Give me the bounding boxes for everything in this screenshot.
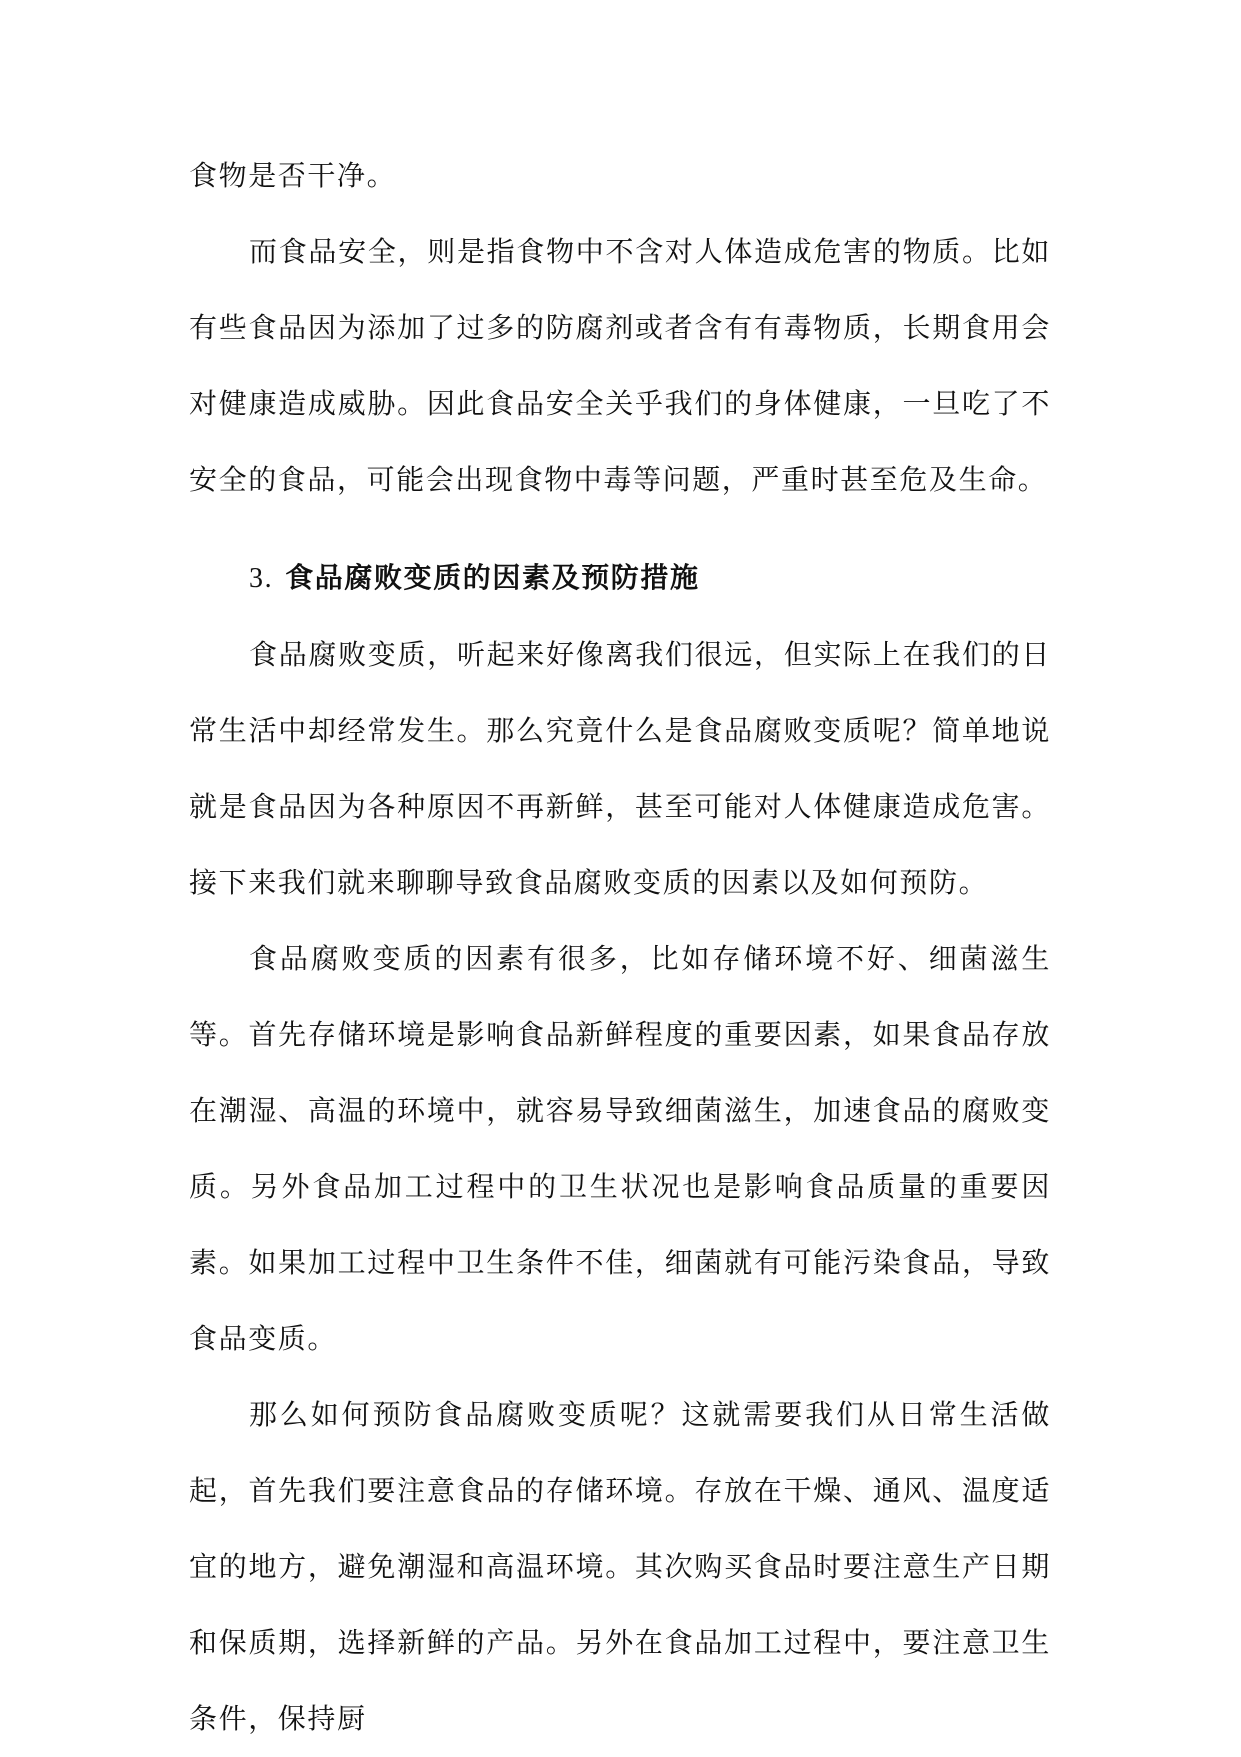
section-heading bbox=[189, 540, 1051, 617]
paragraph-food-safety: 而食品安全，则是指食物中不含对人体造成危害的物质。比如有些食品因为添加了过多的防腐剂或者含有有毒物质，长期食用会对健康造成威胁。因此食品安全关乎我们的身体健康，一旦吃了不安全的食品，可能会出现食物中毒等问题，严重时甚至危及生命。 bbox=[189, 235, 1051, 496]
paragraph-continuation: 食物是否干净。 bbox=[189, 159, 397, 192]
paragraph-spoilage-factors: 食品腐败变质的因素有很多，比如存储环境不好、细菌滋生等。首先存储环境是影响食品新鲜程度的重要因素，如果食品存放在潮湿、高温的环境中，就容易导致细菌滋生，加速食品的腐败变质。另外食品加工过程中的卫生状况也是影响食品质量的重要因素。如果加工过程中卫生条件不佳，细菌就有可能污染食品，导致食品变质。 bbox=[189, 942, 1051, 1355]
paragraph-spoilage-intro: 食品腐败变质，听起来好像离我们很远，但实际上在我们的日常生活中却经常发生。那么究竟什么是食品腐败变质呢？简单地说就是食品因为各种原因不再新鲜，甚至可能对人体健康造成危害。接下来我们就来聊聊导致食品腐败变质的因素以及如何预防。 bbox=[189, 638, 1051, 899]
section-number: 3. bbox=[249, 563, 274, 594]
document-body bbox=[189, 138, 1051, 1757]
section-title: 食品腐败变质的因素及预防措施 bbox=[285, 561, 700, 594]
paragraph-spoilage-prevention: 那么如何预防食品腐败变质呢？这就需要我们从日常生活做起，首先我们要注意食品的存储环境。存放在干燥、通风、温度适宜的地方，避免潮湿和高温环境。其次购买食品时要注意生产日期和保质期，选择新鲜的产品。另外在食品加工过程中，要注意卫生条件，保持厨 bbox=[189, 1398, 1051, 1735]
